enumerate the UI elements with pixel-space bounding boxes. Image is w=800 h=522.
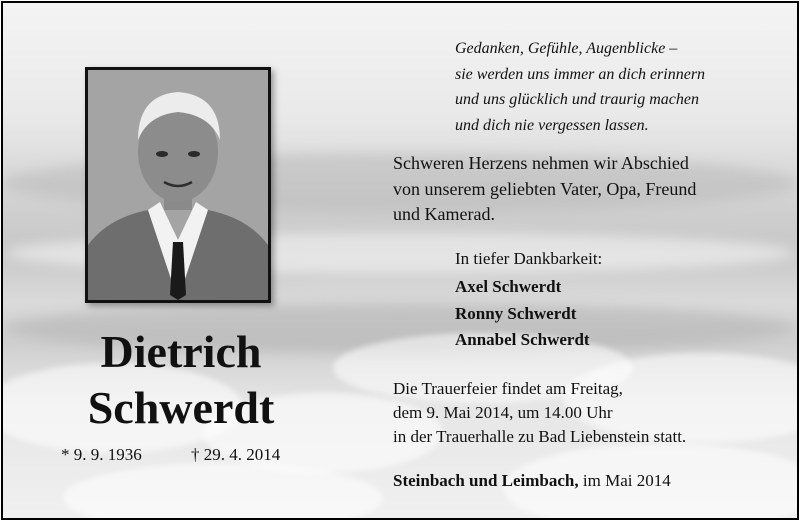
service-line: dem 9. Mai 2014, um 14.00 Uhr bbox=[393, 403, 613, 422]
farewell-text bbox=[393, 151, 696, 228]
place-date bbox=[393, 471, 671, 491]
farewell-line: von unserem geliebten Vater, Opa, Freund bbox=[393, 178, 697, 199]
poem-line: und dich nie vergessen lassen. bbox=[455, 116, 649, 134]
poem bbox=[455, 36, 705, 138]
deceased-first-name: Dietrich bbox=[100, 326, 262, 377]
thanks-label: In tiefer Dankbarkeit: bbox=[455, 249, 603, 268]
deceased-last-name: Schwerdt bbox=[87, 382, 275, 433]
birth-date: * 9. 9. 1936 bbox=[61, 445, 142, 464]
funeral-service-info bbox=[393, 377, 686, 449]
poem-line: sie werden uns immer an dich erinnern bbox=[455, 65, 706, 83]
portrait-photo bbox=[85, 67, 271, 303]
poem-line: Gedanken, Gefühle, Augenblicke – bbox=[455, 40, 678, 57]
farewell-line: und Kamerad. bbox=[393, 204, 495, 224]
service-line: Die Trauerfeier findet am Freitag, bbox=[393, 379, 623, 398]
death-date: † 29. 4. 2014 bbox=[191, 445, 281, 464]
mourner-name: Axel Schwerdt bbox=[455, 277, 562, 296]
date-text: im Mai 2014 bbox=[582, 471, 671, 490]
place-name: Steinbach und Leimbach, bbox=[393, 471, 579, 490]
mourner-name: Annabel Schwerdt bbox=[455, 330, 590, 349]
poem-line: und uns glücklich und traurig machen bbox=[455, 91, 699, 108]
service-line: in der Trauerhalle zu Bad Liebenstein statt. bbox=[393, 427, 687, 446]
farewell-line: Schweren Herzens nehmen wir Abschied bbox=[393, 153, 689, 173]
obituary-notice bbox=[1, 1, 799, 520]
mourner-name: Ronny Schwerdt bbox=[455, 304, 577, 323]
